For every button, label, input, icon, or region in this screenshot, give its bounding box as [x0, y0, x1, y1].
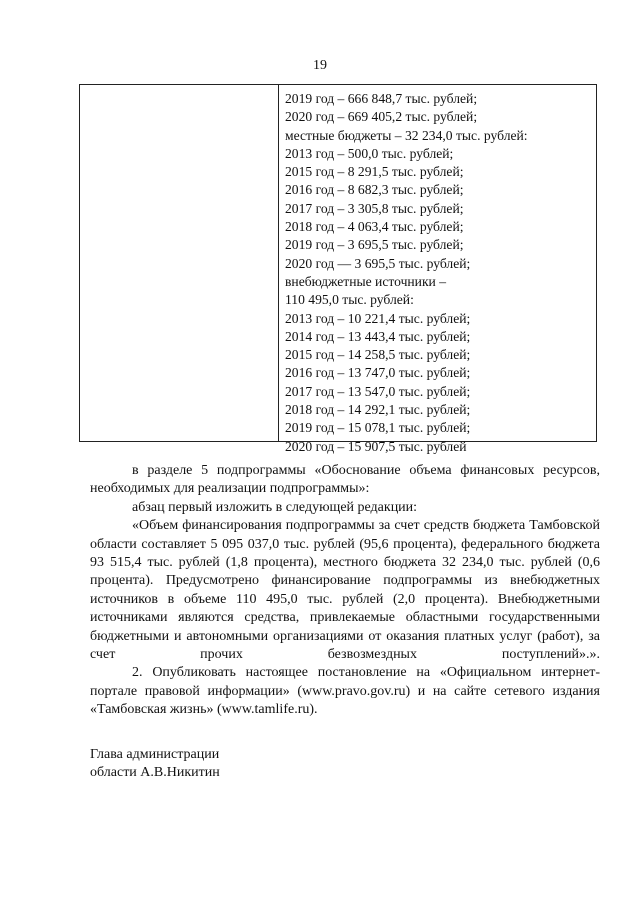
table-line: внебюджетные источники –: [285, 273, 447, 289]
signature-name: области А.В.Никитин: [90, 765, 220, 781]
table-line: 2019 год – 15 078,1 тыс. рублей;: [285, 420, 471, 436]
table-line: 2020 год — 3 695,5 тыс. рублей;: [285, 255, 471, 271]
table-line: 2015 год – 8 291,5 тыс. рублей;: [285, 164, 464, 180]
table-line: 2014 год – 13 443,4 тыс. рублей;: [285, 328, 471, 344]
table-line: 2017 год – 13 547,0 тыс. рублей;: [285, 383, 471, 399]
table-line: 2015 год – 14 258,5 тыс. рублей;: [285, 347, 471, 363]
table-line: 2019 год – 666 848,7 тыс. рублей;: [285, 91, 478, 106]
table-line: 2017 год – 3 305,8 тыс. рублей;: [285, 200, 464, 216]
table-line: 2016 год – 13 747,0 тыс. рублей;: [285, 365, 471, 381]
financing-table: [79, 84, 597, 454]
paragraph-edit-instruction: абзац первый изложить в следующей редакции:: [132, 499, 418, 515]
table-line: 2020 год – 669 405,2 тыс. рублей;: [285, 109, 478, 125]
signature-block: [90, 746, 220, 783]
body-text: [90, 462, 600, 720]
table-line: 110 495,0 тыс. рублей:: [285, 292, 414, 308]
paragraph-point-2: 2. Опубликовать настоящее постановление на «Официальном интернет-портале правовой информации» (www.pravo.gov.ru) и на сайте сетевого издания «Тамбовская жизнь» (www.tamlife.ru).: [90, 665, 600, 718]
table-line: местные бюджеты – 32 234,0 тыс. рублей:: [285, 127, 528, 143]
table-line: 2013 год – 10 221,4 тыс. рублей;: [285, 310, 471, 326]
table-line: 2016 год – 8 682,3 тыс. рублей;: [285, 182, 464, 198]
table-line: 2018 год – 4 063,4 тыс. рублей;: [285, 219, 464, 235]
paragraph-financing-quote: «Объем финансирования подпрограммы за счет средств бюджета Тамбовской области составляет 5 095 037,0 тыс. рублей (95,6 процента), федерального бюджета 93 515,4 тыс. рублей (1,8 процента), местного бюджета 32 234,0 тыс. рублей (0,6 процента). Предусмотрено финансирование подпрограммы из внебюджетных источников в объеме 110 495,0 тыс. рублей (2,0 процента). Внебюджетными источниками являются средства, привлекаемые областными государственными бюджетными и автономными организациями от оказания платных услуг (работ), за счет прочих безвозмездных поступлений».».: [90, 518, 600, 663]
table-line: 2020 год – 15 907,5 тыс. рублей: [285, 438, 467, 454]
table-line: 2019 год – 3 695,5 тыс. рублей;: [285, 237, 464, 253]
table-financing-cell: [285, 90, 592, 456]
table-line: 2013 год – 500,0 тыс. рублей;: [285, 145, 454, 161]
page-number: 19: [313, 58, 327, 73]
table-line: 2018 год – 14 292,1 тыс. рублей;: [285, 402, 471, 418]
paragraph-section-5: в разделе 5 подпрограммы «Обоснование объема финансовых ресурсов, необходимых для реализации подпрограммы»:: [90, 463, 600, 497]
signature-title: Глава администрации: [90, 747, 220, 762]
table-divider: [278, 85, 279, 441]
